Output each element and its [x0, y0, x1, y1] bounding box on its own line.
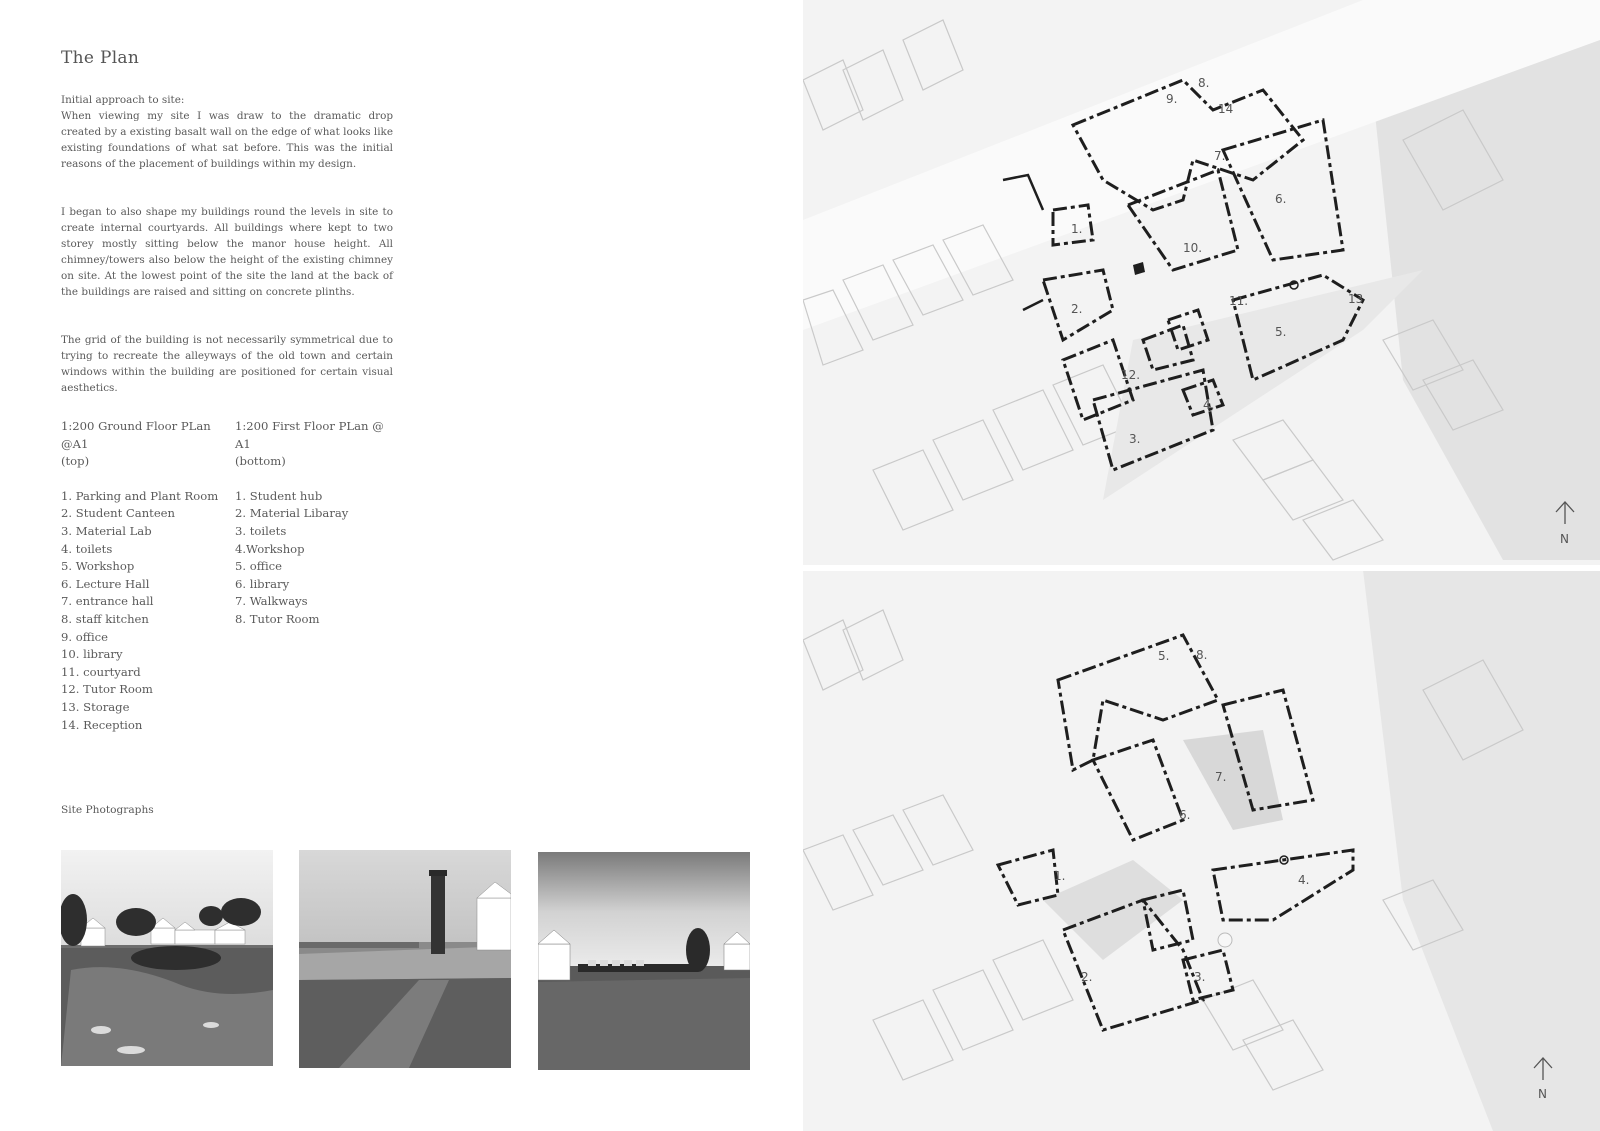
plan-bottom-label: 8. [1196, 648, 1208, 662]
plan-top-label: 7. [1214, 149, 1226, 163]
plan-bottom-label: 7. [1215, 770, 1227, 784]
site-plans-panel [803, 0, 1600, 1131]
legend-item: 6. Lecture Hall [61, 576, 150, 591]
legend-item: 9. office [61, 629, 109, 644]
page-title: The Plan [61, 48, 140, 68]
plan-top-label: 8. [1198, 76, 1210, 90]
legend-item: 3. Material Lab [61, 523, 152, 538]
plan-bottom-label: 4. [1298, 873, 1310, 887]
paragraph-grid: The grid of the building is not necessarily symmetrical due to trying to recreate the alleyways of the old town and certain windows within the building are positioned for certain visual aesthetics. [61, 334, 393, 394]
ground-floor-heading: 1:200 Ground Floor PLan @A1 (top) [61, 419, 211, 469]
legend-item: 8. Tutor Room [235, 611, 320, 626]
plan-top-label: 12. [1121, 368, 1141, 382]
intro-heading: Initial approach to site: [61, 94, 185, 106]
plan-top-label: 5. [1275, 325, 1287, 339]
plan-top-label: 4. [1203, 398, 1215, 412]
legend-item: 1. Parking and Plant Room [61, 488, 219, 503]
legend-item: 6. library [235, 576, 290, 591]
legend-item: 12. Tutor Room [61, 682, 153, 697]
site-photo-1 [61, 850, 273, 1066]
plan-top-label: 3. [1129, 432, 1141, 446]
plan-bottom-label: 6. [1179, 808, 1191, 822]
site-photo-3 [538, 852, 750, 1070]
legend-item: 14. Reception [61, 717, 143, 732]
legend-item: 2. Material Libaray [235, 506, 349, 521]
legend-item: 3. toilets [235, 523, 287, 538]
first-floor-heading: 1:200 First Floor PLan @ A1 (bottom) [235, 419, 384, 469]
plan-bottom-label: 5. [1158, 649, 1170, 663]
legend-item: 5. Workshop [61, 559, 135, 574]
plan-bottom-label: 2. [1081, 970, 1093, 984]
site-photo-2 [299, 850, 511, 1068]
plan-top-label: 6. [1275, 192, 1287, 206]
legend-item: 10. library [61, 647, 123, 662]
legend-item: 8. staff kitchen [61, 611, 149, 626]
plan-top-label: 10. [1183, 241, 1203, 255]
plan-bottom-label: 3. [1194, 970, 1206, 984]
legend-item: 4.Workshop [235, 541, 305, 556]
paragraph-site-approach: When viewing my site I was draw to the dramatic drop created by a existing basalt wall on the edge of what looks like existing foundations of what sat before. This was the initial reasons of the placement of buildings within my design. [61, 110, 393, 170]
legend-item: 11. courtyard [61, 664, 141, 679]
north-label-bottom: N [1538, 1087, 1547, 1101]
first-floor-legend [235, 418, 403, 629]
plan-top-label: 11. [1229, 294, 1249, 308]
plan-top-label: 14 [1218, 102, 1234, 116]
legend-item: 13. Storage [61, 699, 130, 714]
plan-top-label: 9. [1166, 92, 1178, 106]
legend-item: 1. Student hub [235, 488, 323, 503]
legend-item: 7. Walkways [235, 594, 308, 609]
site-plan-drawings [803, 0, 1600, 1131]
plan-top-label: 2. [1071, 302, 1083, 316]
plan-top-label: 13 [1348, 292, 1364, 306]
legend-item: 5. office [235, 559, 283, 574]
plan-bottom-label: 1. [1054, 869, 1066, 883]
ground-floor-legend [61, 418, 229, 734]
site-photographs-label: Site Photographs [61, 804, 154, 816]
north-label-top: N [1560, 532, 1569, 546]
paragraph-building-shape: I began to also shape my buildings round the levels in site to create internal courtyards. All buildings where kept to two storey mostly sitting below the manor house height. All chimney/towers also below the height of the existing chimney on site. At the lowest point of the site the land at the back of the buildings are raised and sitting on concrete plinths. [61, 206, 393, 298]
legend-item: 2. Student Canteen [61, 506, 176, 521]
legend-item: 7. entrance hall [61, 594, 154, 609]
legend-item: 4. toilets [61, 541, 113, 556]
plan-top-label: 1. [1071, 222, 1083, 236]
